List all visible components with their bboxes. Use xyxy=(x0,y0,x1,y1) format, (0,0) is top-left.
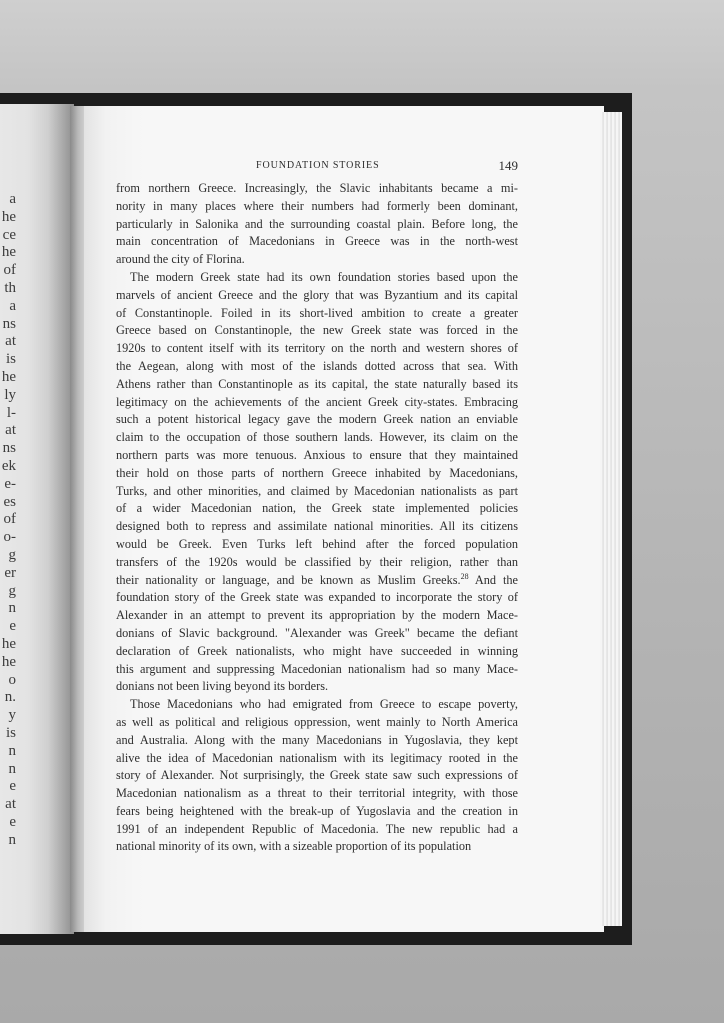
left-page-fragment: n xyxy=(8,760,16,777)
left-page-fragment: he xyxy=(1,369,16,385)
text-line: as well as political and religious oppression, went mainly to North America xyxy=(116,714,518,729)
left-page-fragment: e xyxy=(9,814,16,830)
left-page-fragment: at xyxy=(5,333,16,350)
left-page-fragment: es xyxy=(3,493,16,510)
text-line: main concentration of Macedonians in Greece was in the north-west xyxy=(116,234,518,249)
text-line: such a potent historical legacy gave the modern Greek nation an enviable xyxy=(116,412,518,427)
text-line: The modern Greek state had its own foundation stories based upon the xyxy=(130,269,518,284)
left-page-fragment: at xyxy=(5,422,16,439)
left-page-fragment: n xyxy=(8,831,16,848)
left-page-fragment: g xyxy=(8,582,16,599)
text-line: claim to the occupation of those southern lands. However, its claim on the xyxy=(116,430,518,445)
text-line: and Australia. Along with the many Macedonians in Yugoslavia, they kept xyxy=(116,732,518,747)
text-line: Greece based on Constantinople, the new Greek state was forced in the xyxy=(116,323,518,338)
body-text xyxy=(116,180,518,856)
left-page-fragment: of xyxy=(3,262,16,279)
text-line: transfers of the 1920s would be classified by their religion, rather than xyxy=(116,554,518,569)
left-page-fragment: ly xyxy=(4,386,16,403)
text-line: would be Greek. Even Turks left behind after the forced population xyxy=(116,536,518,551)
left-page-fragment: n xyxy=(8,742,16,759)
text-line: fears being heightened with the break-up of Yugoslavia and the creation in xyxy=(116,803,518,818)
text-line: 1991 of an independent Republic of Macedonia. The new republic had a xyxy=(116,821,518,836)
left-page-fragment: he xyxy=(1,636,16,652)
text-line: donians not been living beyond its borders. xyxy=(116,679,329,694)
left-page-fragment: er xyxy=(4,564,16,581)
left-page-fragment: a xyxy=(9,191,16,207)
left-page-fragment: ns xyxy=(2,440,16,457)
left-page-fragment: e- xyxy=(4,475,16,492)
text-line: Turks, and other minorities, and claimed by Macedonian nationalists as part xyxy=(116,483,518,498)
left-page-fragment: at xyxy=(5,796,16,813)
left-page-fragment: ce xyxy=(2,226,16,243)
running-head-title: FOUNDATION STORIES xyxy=(256,160,380,171)
text-line: northern parts was more tenuous. Anxious to ensure that they maintained xyxy=(116,447,518,462)
left-page-fragment: is xyxy=(5,725,16,741)
left-page-fragment: e xyxy=(9,618,16,635)
text-line: donians of Slavic background. "Alexander was Greek" became the defiant xyxy=(116,625,518,640)
text-line: declaration of Greek nationalists, who might have succeeded in winning xyxy=(116,643,518,658)
text-line: story of Alexander. Not surprisingly, the Greek state saw such expressions of xyxy=(116,768,518,783)
text-line: marvels of ancient Greece and the glory that was Byzantium and its capital xyxy=(116,287,518,302)
left-page-fragment: a xyxy=(9,297,16,314)
text-line: national minority of its own, with a sizeable proportion of its population xyxy=(116,839,472,854)
left-page-fragment: n xyxy=(8,600,16,617)
left-page-fragment: he xyxy=(1,244,16,261)
text-line: foundation story of the Greek state was expanded to incorporate the story of xyxy=(116,590,518,605)
text-line: nority in many places where their numbers had formerly been dominant, xyxy=(116,198,518,213)
text-line: Macedonian nationalism as a threat to their territorial integrity, with those xyxy=(116,786,518,801)
text-line: the Aegean, along with most of the islands dotted across that sea. With xyxy=(116,358,518,373)
text-line: alive the idea of Macedonian nationalism with its legitimacy rooted in the xyxy=(116,750,518,765)
page-stack-edge xyxy=(600,112,622,926)
text-line: Alexander in an attempt to prevent its appropriation by the modern Mace- xyxy=(116,608,518,623)
text-line: legitimacy on the achievements of the ancient Greek city-states. Embracing xyxy=(116,394,518,409)
text-line: from northern Greece. Increasingly, the Slavic inhabitants became a mi- xyxy=(116,181,518,195)
left-page-fragment: o- xyxy=(3,529,16,546)
page-content xyxy=(116,160,518,856)
running-head xyxy=(116,160,518,180)
left-page-fragment: th xyxy=(4,280,16,296)
left-page-fragment: he xyxy=(1,653,16,670)
text-line: of Constantinople. Foiled in its short-lived ambition to create a greater xyxy=(116,305,518,320)
left-page-fragment: g xyxy=(8,547,16,563)
left-page-fragment: he xyxy=(1,208,16,225)
text-line: of a wider Macedonian nation, the Greek state implemented policies xyxy=(116,501,518,516)
text-line: particularly in Salonika and the surrounding coastal plain. Before long, the xyxy=(116,216,518,231)
text-line: 1920s to content itself with its territory on the north and western shores of xyxy=(116,341,518,356)
left-page-fragment: e xyxy=(9,778,16,795)
left-page-fragment: is xyxy=(5,351,16,368)
left-page-fragment: l- xyxy=(6,404,16,421)
text-line: their hold on those parts of northern Greece inhabited by Macedonians, xyxy=(116,465,518,480)
text-line: around the city of Florina. xyxy=(116,252,245,267)
left-page-edge xyxy=(0,104,74,934)
left-page-fragment: n. xyxy=(4,689,16,706)
text-line: Athens rather than Constantinople as its capital, the state naturally based its xyxy=(116,376,518,391)
page-number: 149 xyxy=(498,158,518,173)
text-line: Those Macedonians who had emigrated from Greece to escape poverty, xyxy=(130,697,518,712)
left-page-fragment: o xyxy=(8,671,16,688)
text-line: designed both to repress and assimilate national minorities. All its citizens xyxy=(116,519,518,534)
footnote-marker: 28 xyxy=(460,571,469,581)
left-page-fragment: ek xyxy=(1,458,16,474)
left-page-fragment: ns xyxy=(2,315,16,332)
text-line: their nationality or language, and be known as Muslim Greeks.$^{28}$ And the xyxy=(116,571,518,587)
text-line: this argument and suppressing Macedonian nationalism had so many Mace- xyxy=(116,661,518,676)
left-page-fragment: of xyxy=(3,511,16,528)
left-page-fragment: y xyxy=(8,707,16,724)
